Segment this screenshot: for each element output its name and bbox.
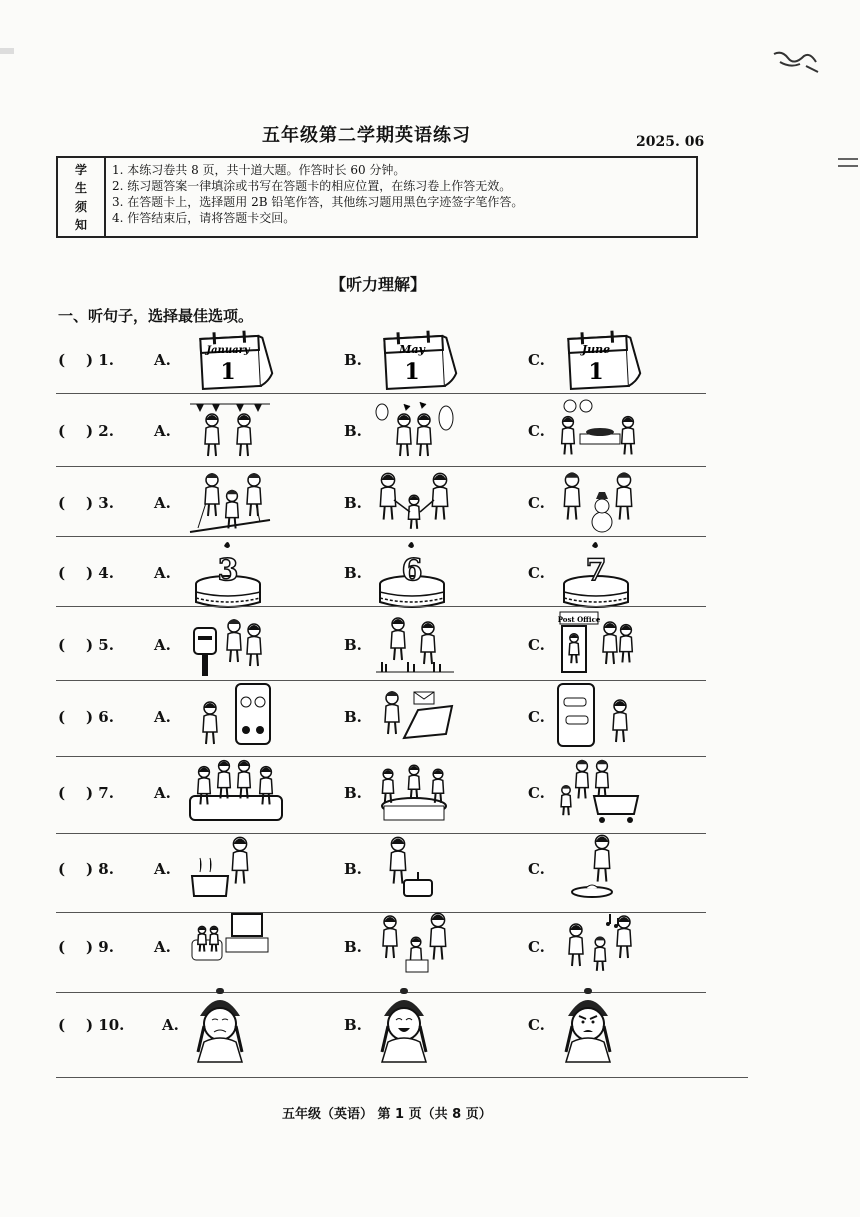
option-c-label[interactable]: C. <box>528 351 545 369</box>
option-a-label[interactable]: A. <box>154 938 171 956</box>
question-row <box>52 615 712 684</box>
row-divider <box>56 833 706 834</box>
shopping-cart-icon <box>558 760 654 832</box>
row-divider <box>56 912 706 913</box>
family-meal-icon <box>374 760 470 832</box>
calendar-icon <box>374 327 470 399</box>
happy-girl-icon <box>374 990 470 1062</box>
lantern-festival-icon <box>374 398 470 470</box>
calendar-month: June <box>581 343 611 356</box>
question-number[interactable]: ( ) 3. <box>58 494 114 512</box>
option-a-label[interactable]: A. <box>154 860 171 878</box>
exam-date: 2025. 06 <box>636 134 705 150</box>
family-reading-icon <box>374 914 470 986</box>
row-divider <box>56 466 706 467</box>
question-number[interactable]: ( ) 4. <box>58 564 114 582</box>
student-notice-box <box>56 156 698 238</box>
angry-girl-icon <box>558 990 654 1062</box>
making-dumplings-icon <box>558 836 654 908</box>
question-row <box>52 920 712 986</box>
calendar-day: 1 <box>588 359 604 385</box>
birthday-cake-icon <box>374 540 470 612</box>
question-number[interactable]: ( ) 5. <box>58 636 114 654</box>
question-number[interactable]: ( ) 2. <box>58 422 114 440</box>
option-a-label[interactable]: A. <box>154 636 171 654</box>
calendar-icon <box>190 327 286 399</box>
option-c-label[interactable]: C. <box>528 564 545 582</box>
notice-item: 3. 在答题卡上，选择题用 2B 铅笔作答，其他练习题用黑色字迹签字笔作答。 <box>112 195 524 209</box>
calendar-day: 1 <box>404 359 420 385</box>
family-singing-icon <box>558 914 654 986</box>
sad-girl-icon <box>190 990 286 1062</box>
scan-artifact <box>0 48 14 54</box>
option-a-label[interactable]: A. <box>154 494 171 512</box>
post-office-sign: Post Office <box>557 615 601 624</box>
candle-number: 6 <box>401 553 423 588</box>
option-c-label[interactable]: C. <box>528 1016 545 1034</box>
option-c-label[interactable]: C. <box>528 494 545 512</box>
skiing-family-icon <box>190 470 286 542</box>
question-row <box>52 766 712 832</box>
notice-item: 1. 本练习卷共 8 页，共十道大题。作答时长 60 分钟。 <box>112 163 406 177</box>
question-number[interactable]: ( ) 7. <box>58 784 114 802</box>
page-footer: 五年级（英语） 第 1 页（共 8 页） <box>282 1107 492 1122</box>
post-office-icon <box>558 612 654 684</box>
option-b-label[interactable]: B. <box>344 708 362 726</box>
snowman-family-icon <box>558 470 654 542</box>
birthday-cake-girl-icon <box>374 836 470 908</box>
question-number[interactable]: ( ) 1. <box>58 351 114 369</box>
option-b-label[interactable]: B. <box>344 564 362 582</box>
option-b-label[interactable]: B. <box>344 938 362 956</box>
notice-label-char: 生 <box>74 181 87 196</box>
option-c-label[interactable]: C. <box>528 784 545 802</box>
section-title: 【听力理解】 <box>330 275 427 294</box>
option-c-label[interactable]: C. <box>528 636 545 654</box>
exam-title: 五年级第二学期英语练习 <box>262 125 471 146</box>
row-divider <box>56 1077 748 1078</box>
question-row <box>52 998 712 1064</box>
notice-list <box>106 158 696 236</box>
cooking-pot-icon <box>190 836 286 908</box>
corner-scribble-icon <box>770 48 820 78</box>
notice-item: 4. 作答结束后，请将答题卡交回。 <box>112 211 296 225</box>
option-c-label[interactable]: C. <box>528 422 545 440</box>
option-a-label[interactable]: A. <box>154 564 171 582</box>
notice-label-char: 知 <box>74 218 87 233</box>
kids-party-icon <box>190 398 286 470</box>
family-sofa-icon <box>190 760 286 832</box>
option-b-label[interactable]: B. <box>344 636 362 654</box>
mailbox-elderly-icon <box>190 612 286 684</box>
question-group-title: 一、听句子，选择最佳选项。 <box>58 307 254 325</box>
question-number[interactable]: ( ) 9. <box>58 938 114 956</box>
calendar-day: 1 <box>220 359 236 385</box>
notice-label <box>58 158 106 236</box>
family-dinner-icon <box>558 398 654 470</box>
option-b-label[interactable]: B. <box>344 422 362 440</box>
option-a-label[interactable]: A. <box>162 1016 179 1034</box>
notice-label-char: 学 <box>74 162 87 177</box>
notice-item: 2. 练习题答案一律填涂或书写在答题卡的相应位置，在练习卷上作答无效。 <box>112 179 512 193</box>
row-divider <box>56 680 706 681</box>
edge-mark-icon <box>836 156 858 170</box>
row-divider <box>56 756 706 757</box>
candle-number: 7 <box>585 553 607 588</box>
option-a-label[interactable]: A. <box>154 351 171 369</box>
option-b-label[interactable]: B. <box>344 860 362 878</box>
question-row <box>52 690 712 756</box>
walking-family-icon <box>374 470 470 542</box>
question-number[interactable]: ( ) 10. <box>58 1016 125 1034</box>
option-a-label[interactable]: A. <box>154 708 171 726</box>
candle-number: 3 <box>217 553 239 588</box>
gardening-elderly-icon <box>374 612 470 684</box>
question-number[interactable]: ( ) 6. <box>58 708 114 726</box>
email-laptop-icon <box>374 684 470 756</box>
row-divider <box>56 606 706 607</box>
row-divider <box>56 536 706 537</box>
notice-label-char: 须 <box>74 199 87 214</box>
option-a-label[interactable]: A. <box>154 422 171 440</box>
option-a-label[interactable]: A. <box>154 784 171 802</box>
option-b-label[interactable]: B. <box>344 494 362 512</box>
watching-tv-icon <box>190 914 286 986</box>
text-message-icon <box>558 684 654 756</box>
option-b-label[interactable]: B. <box>344 784 362 802</box>
option-b-label[interactable]: B. <box>344 1016 362 1034</box>
question-number[interactable]: ( ) 8. <box>58 860 114 878</box>
calendar-month: May <box>399 343 425 356</box>
calendar-month: January <box>206 345 250 356</box>
video-call-icon <box>190 684 286 756</box>
question-row <box>52 333 712 399</box>
birthday-cake-icon <box>558 540 654 612</box>
option-b-label[interactable]: B. <box>344 351 362 369</box>
question-row <box>52 546 712 612</box>
option-c-label[interactable]: C. <box>528 938 545 956</box>
row-divider <box>56 393 706 394</box>
birthday-cake-icon <box>190 540 286 612</box>
question-row <box>52 476 712 542</box>
calendar-icon <box>558 327 654 399</box>
question-row <box>52 842 712 908</box>
question-row <box>52 404 712 470</box>
option-c-label[interactable]: C. <box>528 860 545 878</box>
option-c-label[interactable]: C. <box>528 708 545 726</box>
